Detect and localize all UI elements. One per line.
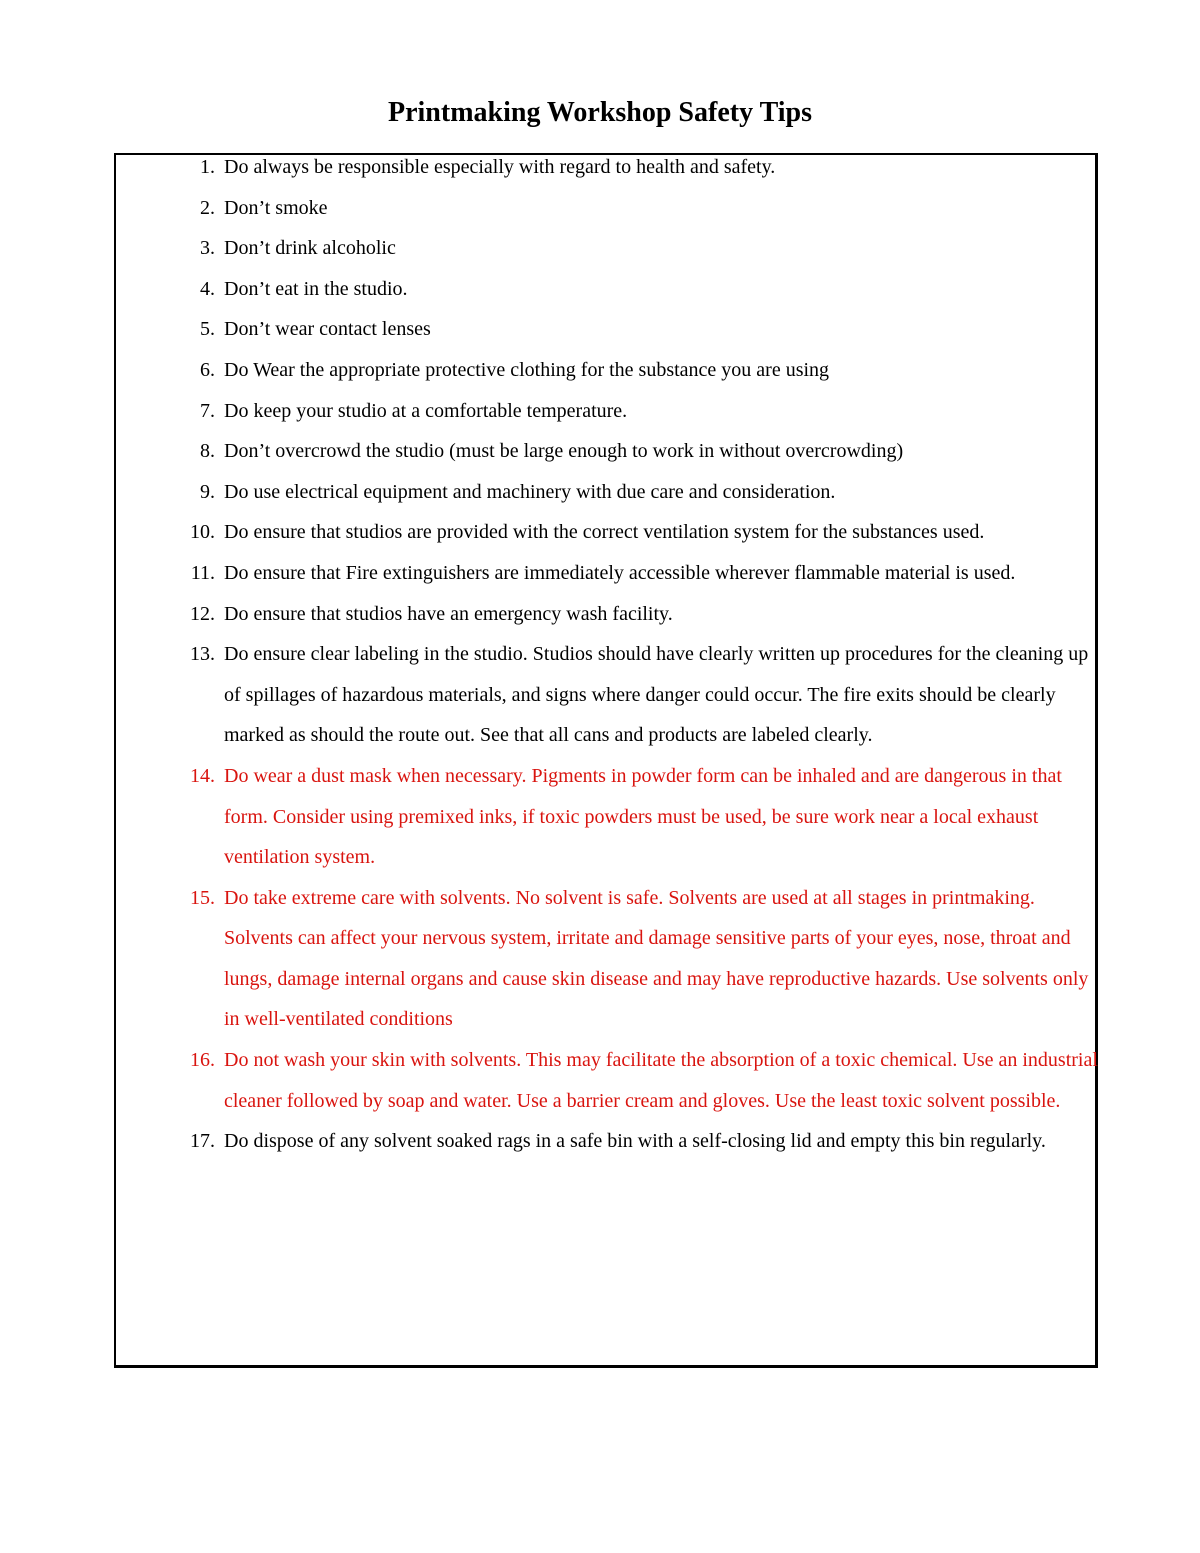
list-item: [190, 1121, 1104, 1162]
list-item-text: Do keep your studio at a comfortable temperature.: [224, 399, 628, 422]
list-item: [200, 391, 1104, 432]
list-item-number: 9.: [200, 480, 215, 503]
list-item-number: 16.: [190, 1049, 215, 1072]
list-item: [200, 269, 1104, 310]
list-item-number: 17.: [190, 1130, 215, 1153]
list-item-text: Don’t drink alcoholic: [224, 237, 396, 260]
list-item: [200, 431, 1104, 472]
list-item-text: Do not wash your skin with solvents. This may facilitate the absorption of a toxic chemical. Use an industrial cleaner followed by soap and water. Use a barrier cream and gloves. Use the least toxic solvent possible.: [224, 1049, 1098, 1112]
safety-tips-list: [190, 147, 1104, 1162]
list-item-number: 10.: [190, 521, 215, 544]
list-item-highlighted: [190, 756, 1104, 878]
list-item-text: Do wear a dust mask when necessary. Pigments in powder form can be inhaled and are dangerous in that form. Consider using premixed inks, if toxic powders must be used, be sure work near a local exhaust ventilation system.: [224, 764, 1062, 869]
list-item: [200, 350, 1104, 391]
page-title: Printmaking Workshop Safety Tips: [387, 97, 812, 128]
list-item: [200, 228, 1104, 269]
list-item: [200, 188, 1104, 229]
list-item-number: 14.: [190, 764, 215, 787]
list-item: [190, 553, 1104, 594]
list-item-text: Do ensure that Fire extinguishers are immediately accessible wherever flammable material is used.: [224, 561, 1016, 584]
list-item-number: 8.: [200, 440, 215, 463]
list-item-number: 5.: [200, 318, 215, 341]
list-item: [200, 309, 1104, 350]
list-item: [190, 634, 1104, 756]
list-item-text: Do ensure that studios are provided with the correct ventilation system for the substances used.: [224, 521, 985, 544]
list-item-number: 3.: [200, 237, 215, 260]
list-item-text: Do Wear the appropriate protective clothing for the substance you are using: [224, 358, 830, 381]
list-item-text: Don’t eat in the studio.: [224, 277, 408, 300]
list-item-highlighted: [190, 878, 1104, 1040]
list-item-number: 6.: [200, 358, 215, 381]
list-item-text: Don’t smoke: [224, 196, 328, 219]
list-item-text: Do always be responsible especially with regard to health and safety.: [224, 156, 776, 178]
list-item-number: 15.: [190, 886, 215, 909]
list-item-text: Do dispose of any solvent soaked rags in a safe bin with a self-closing lid and empty this bin regularly.: [224, 1130, 1046, 1153]
list-item: [200, 147, 1104, 188]
list-item: [190, 594, 1104, 635]
list-item-highlighted: [190, 1040, 1104, 1121]
list-item-number: 13.: [190, 643, 215, 666]
list-item-text: Don’t wear contact lenses: [224, 318, 431, 341]
list-item-number: 2.: [200, 196, 215, 219]
list-item-text: Do use electrical equipment and machinery with due care and consideration.: [224, 480, 836, 503]
list-item: [190, 512, 1104, 553]
list-item-text: Do ensure that studios have an emergency wash facility.: [224, 602, 673, 625]
list-item-text: Don’t overcrowd the studio (must be large enough to work in without overcrowding): [224, 440, 904, 463]
list-item: [200, 472, 1104, 513]
list-item-number: 12.: [190, 602, 215, 625]
list-item-number: 11.: [190, 561, 215, 584]
list-item-text: Do ensure clear labeling in the studio. Studios should have clearly written up procedures for the cleaning up of spillages of hazardous materials, and signs where danger could occur. The fire exits should be clearly marked as should the route out. See that all cans and products are labeled clearly.: [224, 643, 1089, 747]
list-item-text: Do take extreme care with solvents. No solvent is safe. Solvents are used at all stages in printmaking. Solvents can affect your nervous system, irritate and damage sensitive parts of your eyes, nose, throat and lungs, damage internal organs and cause skin disease and may have reproductive hazards. Use solvents only in well-ventilated conditions: [224, 886, 1089, 1031]
list-item-number: 1.: [200, 156, 215, 178]
list-item-number: 7.: [200, 399, 215, 422]
list-item-number: 4.: [200, 277, 215, 300]
